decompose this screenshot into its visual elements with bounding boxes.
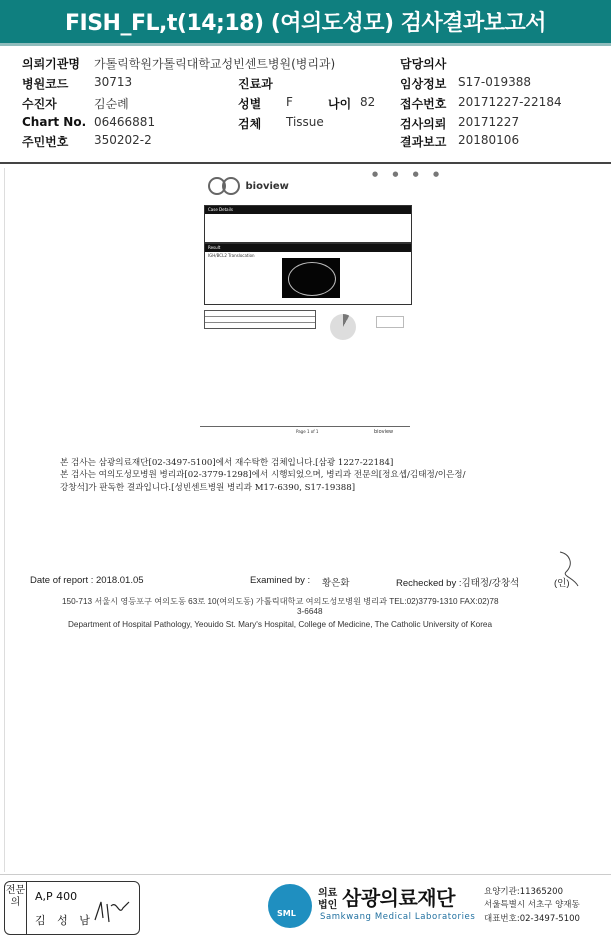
- address-line-2: 3-6648: [297, 607, 323, 616]
- header-divider: [0, 162, 611, 164]
- decorative-dots: ● ● ● ●: [372, 170, 446, 178]
- footer-bioview: bioview: [374, 429, 394, 435]
- requesting-org-label: 의뢰기관명: [22, 57, 80, 71]
- test-request-row: [400, 115, 600, 131]
- stamp-col-label: 전문의: [5, 882, 27, 934]
- body-line-3: 강창석]가 판독한 결과입니다.[성빈센트병원 병리과 M17-6390, S17-19388]: [60, 483, 356, 493]
- body-line-1: 본 검사는 삼광의료재단[02-3497-5100]에서 재수탁한 검체입니다.[삼광 1227-22184]: [60, 458, 394, 468]
- requesting-org-value: 가톨릭학원가톨릭대학교성빈센트병원(병리과): [94, 57, 336, 71]
- sml-logo-text: SML: [277, 909, 296, 918]
- bioview-circle-icon: [222, 177, 240, 195]
- page-divider: [200, 426, 410, 427]
- body-line-2: 본 검사는 여의도성모병원 병리과[02-3779-1298]에서 시행되었으며, 병리과 전문의[정요셉/김태정/이은정/: [60, 470, 466, 480]
- bioview-brand: bioview: [245, 181, 289, 192]
- bioview-logo: [208, 177, 289, 195]
- address-line-1: 150-713 서울시 영등포구 여의도동 63로 10(여의도동) 가톨릭대학교 여의도성모병원 병리과 TEL:02)3779-1310 FAX:02)78: [62, 597, 499, 606]
- clinical-info-label: 임상정보: [400, 77, 447, 91]
- rechecked-suffix: (인): [554, 578, 570, 589]
- fish-cell-image: [282, 258, 340, 298]
- receipt-no-label: 접수번호: [400, 97, 447, 111]
- sml-info-2: 서울특별시 서초구 양재동: [484, 900, 580, 910]
- cell-nucleus: [288, 262, 336, 296]
- patient-label: 수진자: [22, 97, 57, 111]
- result-report-value: 20180106: [458, 133, 520, 147]
- sml-info-3: 대표번호:02-3497-5100: [484, 914, 580, 924]
- chart-no-value: 06466881: [94, 115, 156, 129]
- case-details-box: [204, 205, 412, 243]
- specimen-label: 검체: [238, 117, 262, 131]
- sml-name-ko: 삼광의료재단: [342, 886, 455, 910]
- hospital-code-label: 병원코드: [22, 77, 69, 91]
- sml-logo-icon: [268, 884, 312, 928]
- probe-text: IGH/BCL2 Translocation: [208, 253, 255, 258]
- stamp-signature: [93, 896, 135, 926]
- age-label: 나이: [328, 97, 352, 111]
- examined-value: 황은화: [322, 578, 350, 589]
- clinical-info-value: S17-019388: [458, 75, 532, 89]
- cell-count-table: [204, 310, 316, 329]
- examined-label: Examined by :: [250, 575, 311, 586]
- department-row: [238, 75, 358, 91]
- chart-no-row: [22, 115, 222, 131]
- sex-row: [238, 95, 328, 111]
- age-value: 82: [360, 95, 376, 109]
- date-of-report: Date of report : 2018.01.05: [30, 575, 144, 586]
- hospital-code-row: [22, 75, 222, 91]
- stamp-line-2: 김 성 남: [35, 914, 94, 927]
- receipt-no-value: 20171227-22184: [458, 95, 562, 109]
- stamp-line-1: A,P 400: [35, 890, 78, 903]
- specimen-row: [238, 115, 378, 131]
- chart-no-label: Chart No.: [22, 115, 87, 129]
- patient-value: 김순례: [94, 97, 129, 111]
- result-heading: Result: [205, 244, 411, 252]
- sex-value: F: [286, 95, 293, 109]
- test-request-value: 20171227: [458, 115, 520, 129]
- result-report-row: [400, 133, 600, 149]
- requesting-org-row: [22, 55, 402, 71]
- bottom-divider: [0, 874, 611, 875]
- resident-no-value: 350202-2: [94, 133, 152, 147]
- page-number: Page 1 of 1: [296, 429, 319, 434]
- resident-no-row: [22, 133, 222, 149]
- clinical-info-row: [400, 75, 600, 91]
- report-title: FISH_FL,t(14;18) (여의도성모) 검사결과보고서: [0, 0, 611, 46]
- positive-cells-pie: [330, 314, 356, 340]
- department-en: Department of Hospital Pathology, Yeouido St. Mary's Hospital, College of Medicine, The Catholic University of Korea: [68, 620, 493, 629]
- sml-info-1: 요양기관:11365200: [484, 887, 563, 897]
- receipt-no-row: [400, 95, 600, 111]
- age-row: [328, 95, 398, 111]
- case-details-heading: Case Details: [205, 206, 411, 214]
- attending-label: 담당의사: [400, 57, 447, 71]
- attending-row: [400, 55, 600, 71]
- test-request-label: 검사의뢰: [400, 117, 447, 131]
- signature-mark: [540, 548, 584, 592]
- specialist-stamp: [4, 881, 140, 935]
- resident-no-label: 주민번호: [22, 135, 69, 149]
- specimen-value: Tissue: [286, 115, 324, 129]
- sml-prefix: 의료법인: [318, 888, 338, 911]
- sml-name-en: Samkwang Medical Laboratories: [320, 912, 476, 922]
- department-label: 진료과: [238, 77, 273, 91]
- rechecked-label: Rechecked by :김태정/강창석: [396, 578, 520, 589]
- patient-row: [22, 95, 222, 111]
- result-report-label: 결과보고: [400, 135, 447, 149]
- hospital-code-value: 30713: [94, 75, 133, 89]
- sex-label: 성별: [238, 97, 262, 111]
- pie-legend: [376, 316, 404, 328]
